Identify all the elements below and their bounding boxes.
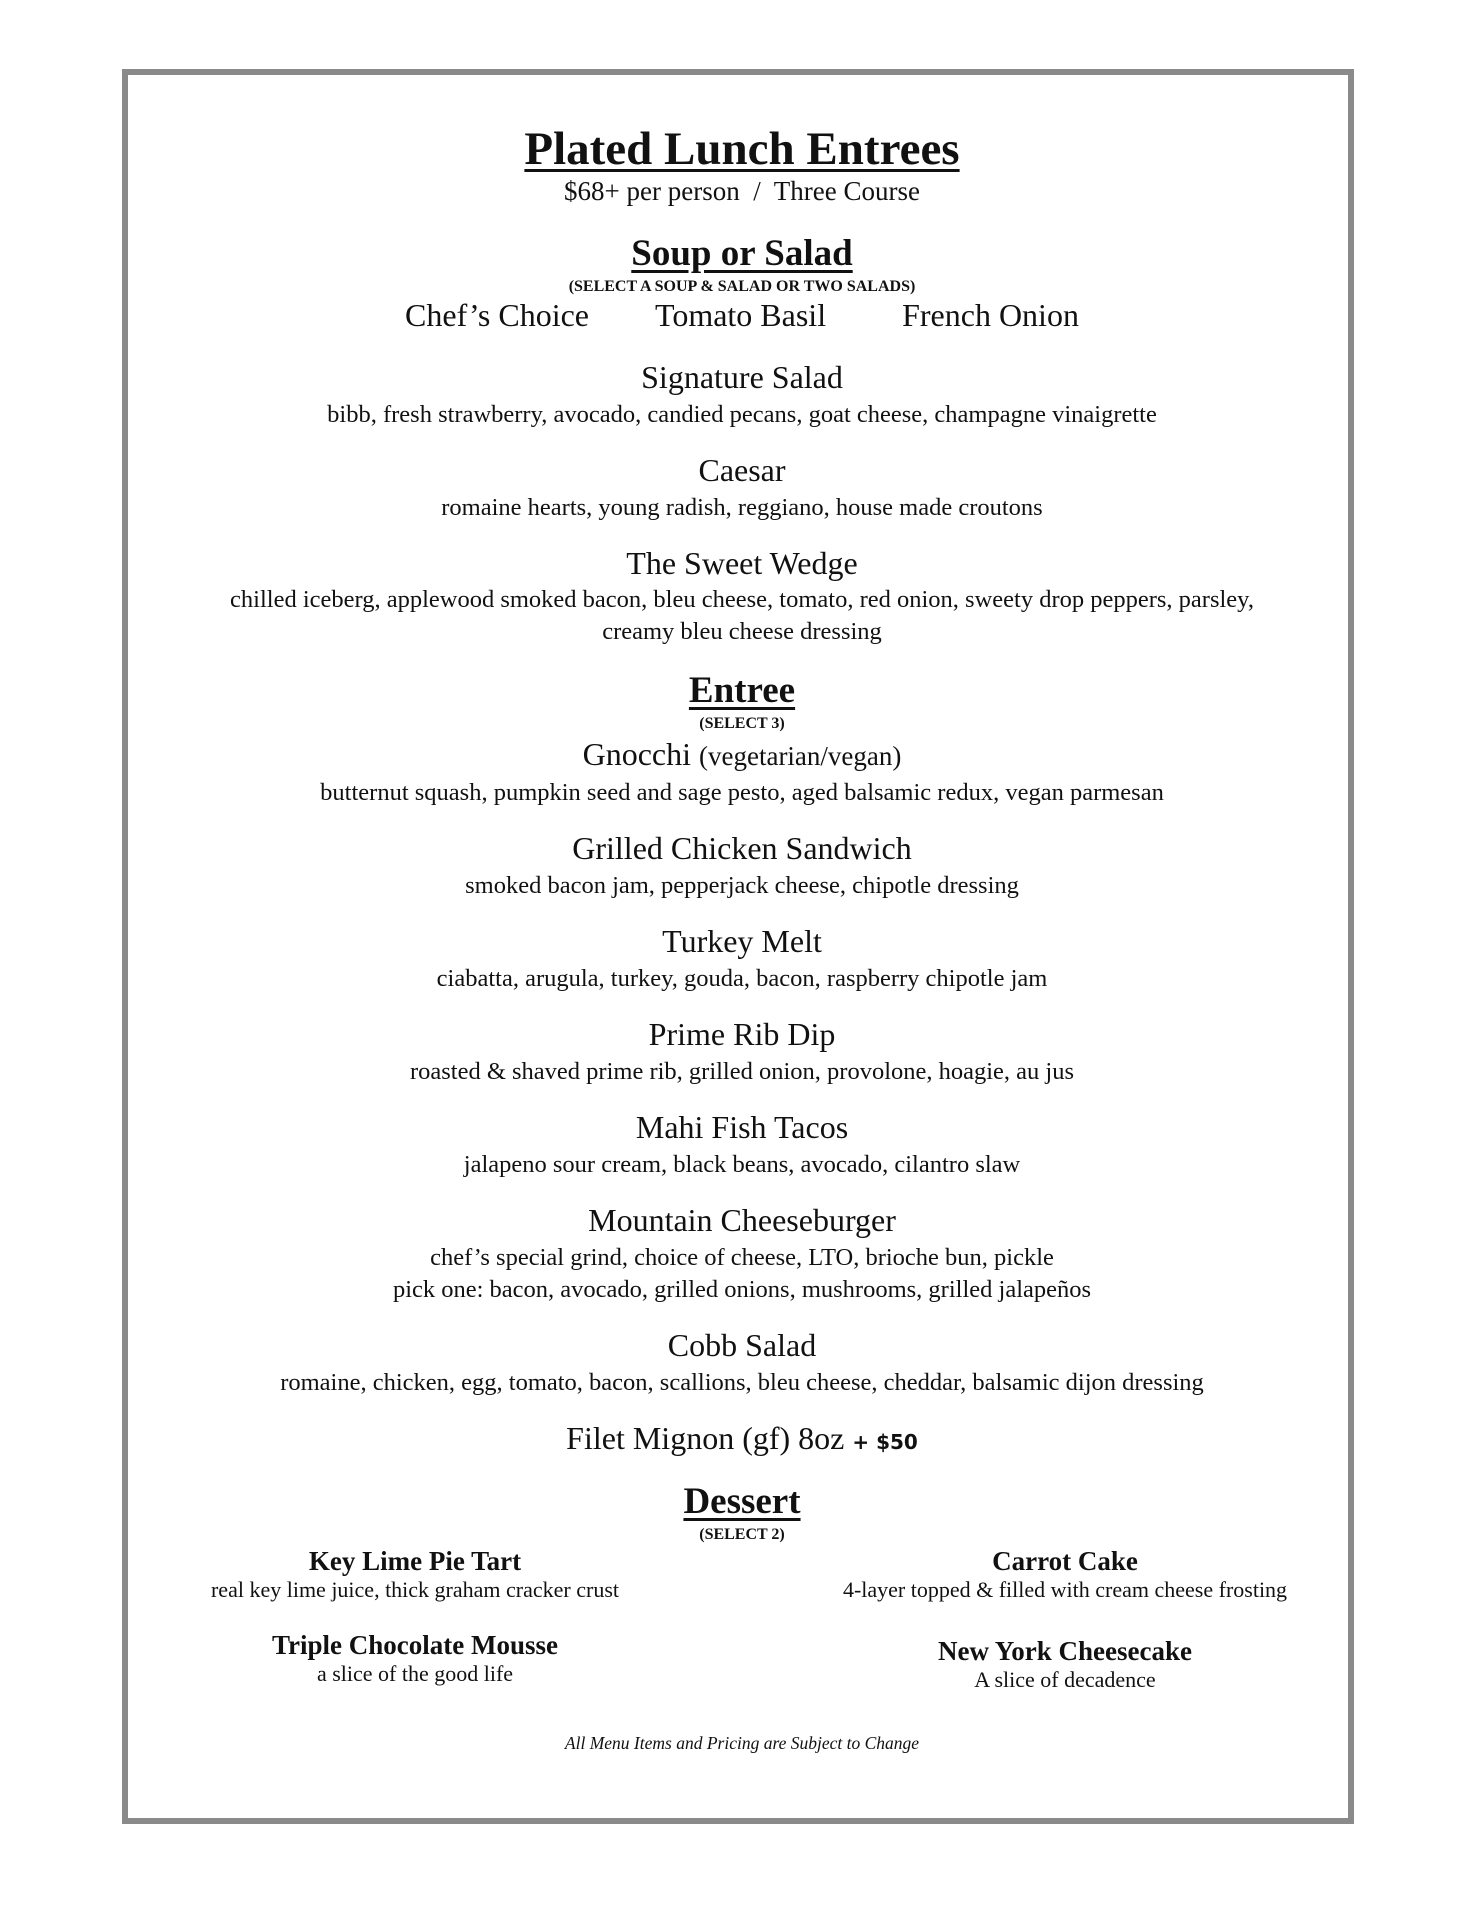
entree-title: Filet Mignon (gf) 8oz bbox=[566, 1420, 845, 1456]
soup-option: French Onion bbox=[902, 297, 1079, 333]
dessert-desc: a slice of the good life bbox=[316, 1661, 514, 1687]
dessert-desc: real key lime juice, thick graham cracker crust bbox=[210, 1577, 620, 1603]
dessert-name: Key Lime Pie Tart bbox=[308, 1546, 522, 1576]
dessert-name: New York Cheesecake bbox=[938, 1636, 1192, 1666]
entree-heading: Entree bbox=[688, 670, 796, 711]
salad-desc: bibb, fresh strawberry, avocado, candied pecans, goat cheese, champagne vinaigrette bbox=[327, 401, 1157, 428]
salad-name: Signature Salad bbox=[641, 359, 843, 395]
soup-option: Chef’s Choice bbox=[405, 297, 589, 333]
entree-name: Turkey Melt bbox=[662, 923, 822, 959]
entree-desc: butternut squash, pumpkin seed and sage pesto, aged balsamic redux, vegan parmesan bbox=[320, 779, 1164, 806]
entree-desc: chef’s special grind, choice of cheese, LTO, brioche bun, pickle bbox=[430, 1244, 1054, 1271]
entree-name: Cobb Salad bbox=[667, 1327, 817, 1363]
dessert-item bbox=[120, 1630, 710, 1686]
page-title: Plated Lunch Entrees bbox=[524, 123, 960, 175]
soup-option: Tomato Basil bbox=[655, 297, 827, 333]
dessert-desc: 4-layer topped & filled with cream cheese frosting bbox=[842, 1577, 1288, 1603]
entree-desc-line2: pick one: bacon, avocado, grilled onions, mushrooms, grilled jalapeños bbox=[392, 1276, 1092, 1303]
entree-name bbox=[0, 736, 1484, 773]
dietary-tag: (vegetarian/vegan) bbox=[699, 741, 902, 771]
entree-desc: jalapeno sour cream, black beans, avocado, cilantro slaw bbox=[463, 1151, 1021, 1178]
dessert-note: (SELECT 2) bbox=[699, 1526, 785, 1543]
dessert-item bbox=[770, 1636, 1360, 1692]
dessert-desc: A slice of decadence bbox=[974, 1667, 1156, 1693]
entree-title: Gnocchi bbox=[582, 736, 691, 772]
entree-desc: romaine, chicken, egg, tomato, bacon, scallions, bleu cheese, cheddar, balsamic dijon dressing bbox=[280, 1369, 1204, 1396]
entree-name: Prime Rib Dip bbox=[648, 1016, 836, 1052]
soup-options bbox=[0, 297, 1484, 334]
disclaimer: All Menu Items and Pricing are Subject to Change bbox=[564, 1733, 920, 1753]
entree-desc: smoked bacon jam, pepperjack cheese, chipotle dressing bbox=[465, 872, 1019, 899]
dessert-item bbox=[770, 1546, 1360, 1602]
entree-name: Mountain Cheeseburger bbox=[588, 1202, 896, 1238]
salad-name: The Sweet Wedge bbox=[626, 545, 858, 581]
salad-desc-line2: creamy bleu cheese dressing bbox=[602, 618, 882, 645]
dessert-name: Triple Chocolate Mousse bbox=[272, 1630, 558, 1660]
dessert-heading: Dessert bbox=[683, 1481, 801, 1522]
salad-desc: chilled iceberg, applewood smoked bacon, bleu cheese, tomato, red onion, sweety drop peppers, parsley, bbox=[230, 586, 1254, 613]
dessert-name: Carrot Cake bbox=[992, 1546, 1138, 1576]
upcharge-badge: + $50 bbox=[852, 1430, 918, 1454]
soup-salad-note: (SELECT A SOUP & SALAD OR TWO SALADS) bbox=[568, 278, 916, 295]
entree-name: Grilled Chicken Sandwich bbox=[572, 830, 912, 866]
entree-name bbox=[0, 1420, 1484, 1457]
entree-note: (SELECT 3) bbox=[699, 715, 785, 732]
dessert-item bbox=[120, 1546, 710, 1602]
entree-desc: ciabatta, arugula, turkey, gouda, bacon, raspberry chipotle jam bbox=[436, 965, 1048, 992]
salad-desc: romaine hearts, young radish, reggiano, house made croutons bbox=[441, 494, 1043, 521]
soup-salad-heading: Soup or Salad bbox=[631, 233, 853, 274]
entree-desc: roasted & shaved prime rib, grilled onion, provolone, hoagie, au jus bbox=[409, 1058, 1075, 1085]
entree-name: Mahi Fish Tacos bbox=[635, 1109, 849, 1145]
salad-name: Caesar bbox=[698, 452, 786, 488]
price-subtitle: $68+ per person / Three Course bbox=[564, 176, 920, 206]
